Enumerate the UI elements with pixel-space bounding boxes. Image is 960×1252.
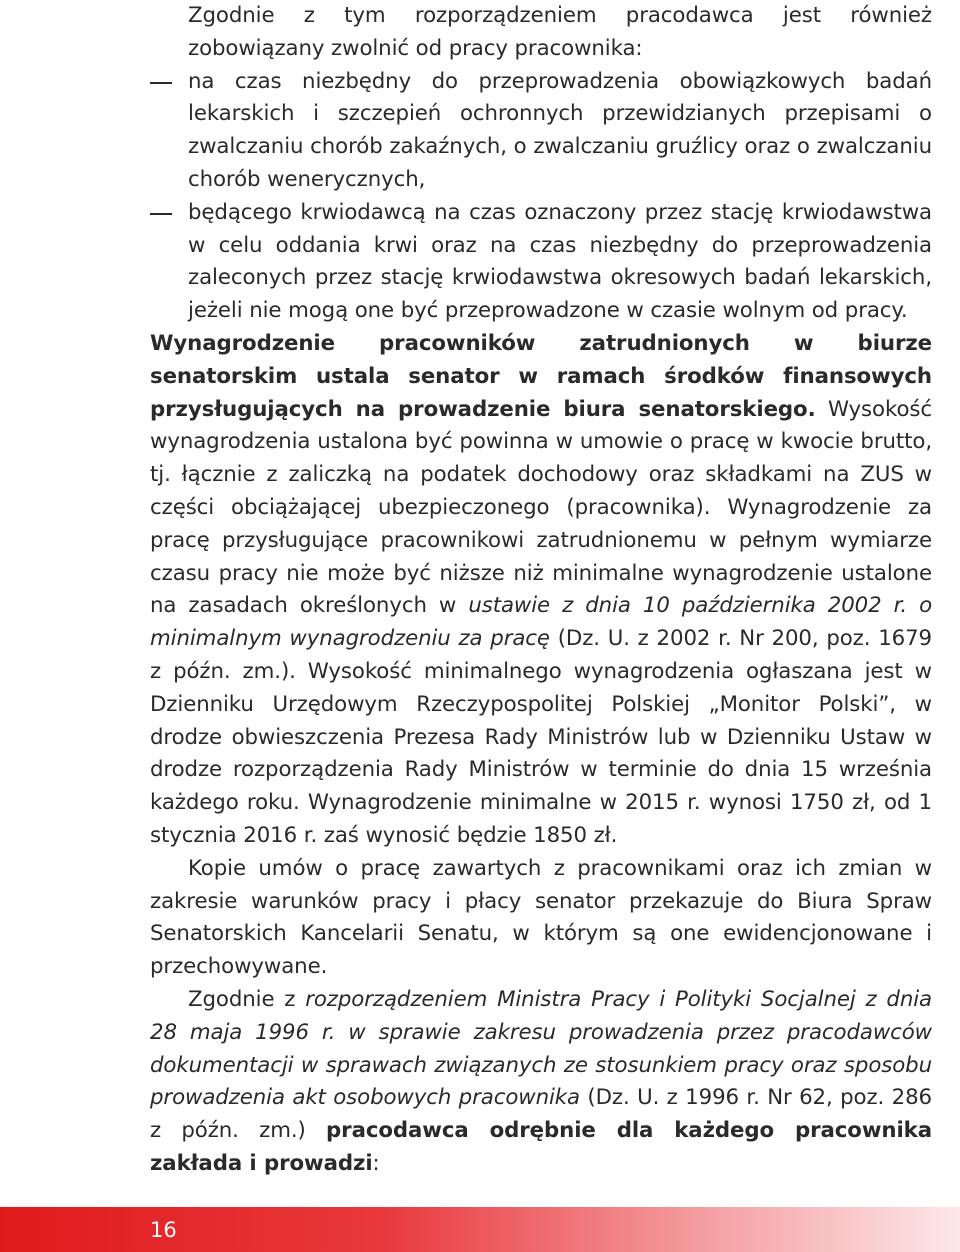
regulation-bold-text: pracodawca odrębnie dla każdego pracownika zakłada i prowadzi: [150, 1118, 932, 1176]
regulation-paragraph: [150, 984, 932, 1181]
page-number: 16: [150, 1218, 177, 1242]
intro-paragraph: Zgodnie z tym rozporządzeniem pracodawca jest również zobowiązany zwolnić od pracy pracownika:: [188, 3, 932, 61]
wages-text-continued: (Dz. U. z 2002 r. Nr 200, poz. 1679 z późn. zm.). Wysokość minimalnego wynagrodzenia ogłaszana jest w Dzienniku Urzędowym Rzeczypospolitej Polskiej „Monitor Polski”, w drodze obwieszczenia Prezesa Rady Ministrów lub w Dzienniku Ustaw w drodze rozporządzenia Rady Ministrów w terminie do dnia 15 września każdego roku. Wynagrodzenie minimalne w 2015 r. wynosi 1750 zł, od 1 stycznia 2016 r. zaś wynosić będzie 1850 zł.: [150, 626, 933, 848]
copies-paragraph: Kopie umów o pracę zawartych z pracownikami oraz ich zmian w zakresie warunków pracy i płacy senator przekazuje do Biura Spraw Senatorskich Kancelarii Senatu, w którym są one ewidencjonowane i przechowywane.: [150, 855, 932, 980]
footer-band: [0, 1207, 960, 1252]
page-body: [150, 0, 932, 1181]
wages-act-title: ustawie z dnia 10 października 2002 r. o minimalnym wynagrodzeniu za pracę: [150, 593, 933, 652]
list-item: będącego krwiodawcą na czas oznaczony przez stację krwiodawstwa w celu oddania krwi oraz na czas niezbędny do przeprowadzenia zaleconych przez stację krwiodawstwa okresowych badań lekarskich, jeżeli nie mogą one być przeprowadzone w czasie wolnym od pracy.: [188, 197, 932, 328]
list-item: na czas niezbędny do przeprowadzenia obowiązkowych badań lekarskich i szczepień ochronnych przewidzianych przepisami o zwalczaniu chorób zakaźnych, o zwalczaniu gruźlicy oraz o zwalczaniu chorób wenerycznych,: [188, 66, 932, 197]
regulation-text: Zgodnie z: [188, 986, 306, 1012]
wages-text: Wysokość wynagrodzenia ustalona być powinna w umowie o pracę w kwocie brutto, tj. łącznie z zaliczką na podatek dochodowy oraz składkami na ZUS w części obciążającej ubezpieczonego (pracownika). Wynagrodzenie za pracę przysługujące pracownikowi zatrudnionemu w pełnym wymiarze czasu pracy nie może być niższe niż minimalne wynagrodzenie ustalone na zasadach określonych w: [150, 396, 932, 619]
regulation-title: rozporządzeniem Ministra Pracy i Polityki Socjalnej z dnia 28 maja 1996 r. w sprawie zakresu prowadzenia przez pracodawców dokumentacji w sprawach związanych ze stosunkiem pracy oraz sposobu prowadzenia akt osobowych pracownika: [150, 986, 932, 1111]
obligations-list: [150, 66, 932, 328]
wages-bold-text: Wynagrodzenie pracowników zatrudnionych w biurze senatorskim ustala senator w ramach środków finansowych przysługujących na prowadzenie biura senatorskiego.: [150, 330, 932, 422]
regulation-citation: (Dz. U. z 1996 r. Nr 62, poz. 286 z późn. zm.): [150, 1085, 932, 1144]
wages-paragraph: [150, 328, 932, 853]
regulation-colon: :: [372, 1150, 380, 1176]
